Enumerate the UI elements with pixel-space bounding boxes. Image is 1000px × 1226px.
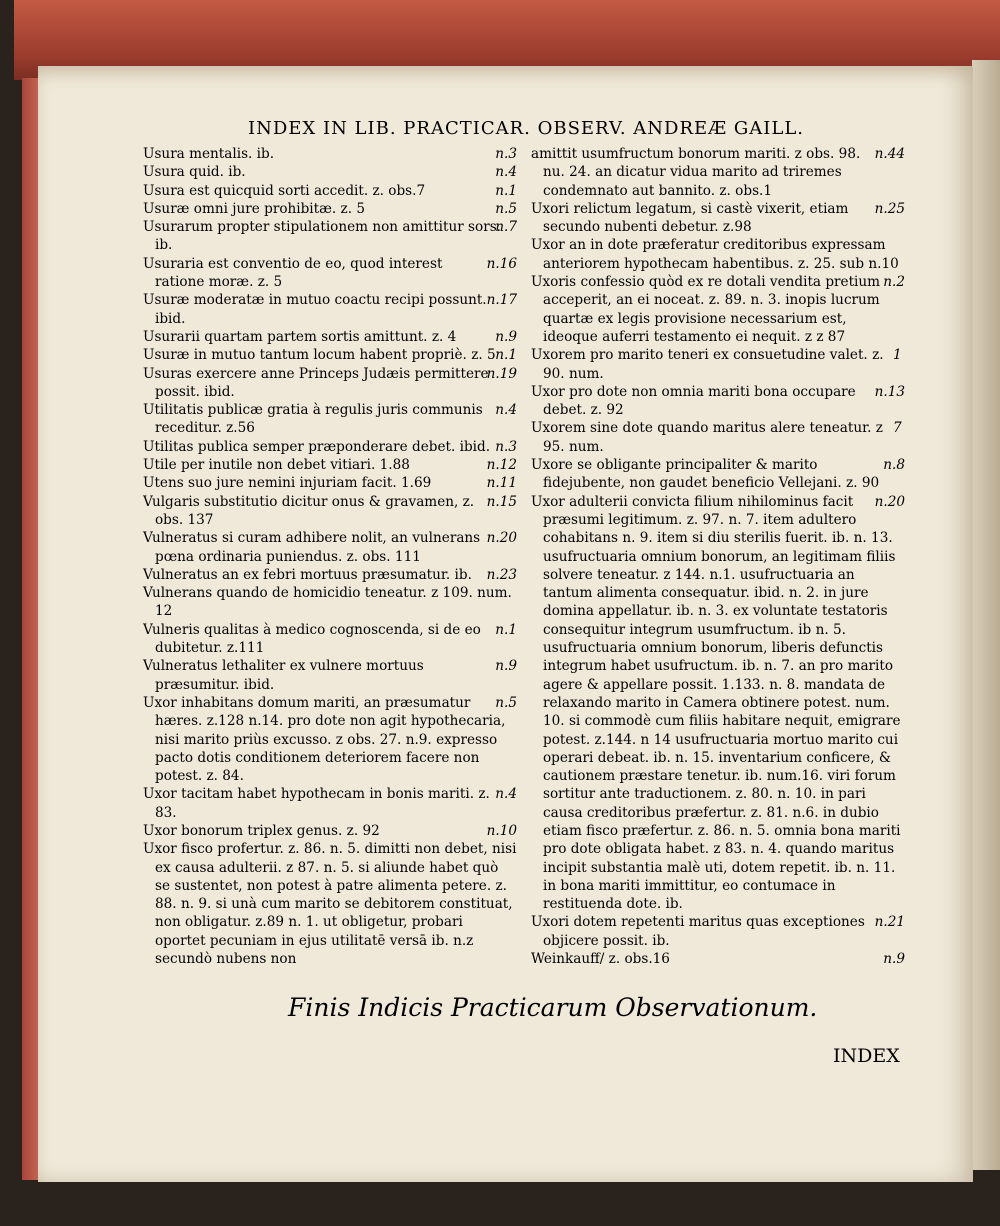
entry-number: n.9 bbox=[883, 951, 905, 968]
entry-number: n.7 bbox=[495, 219, 517, 236]
index-entry bbox=[531, 273, 905, 346]
entry-number: n.19 bbox=[486, 365, 517, 382]
entry-number: n.16 bbox=[486, 255, 517, 272]
entry-text: Vulneratus si curam adhibere nolit, an vulnerans pœna ordinaria puniendus. z. obs. 111 bbox=[143, 530, 481, 565]
index-entry bbox=[531, 145, 905, 200]
entry-number: n.1 bbox=[495, 621, 517, 638]
index-entry bbox=[143, 529, 517, 566]
entry-number: n.9 bbox=[495, 328, 517, 345]
entry-number: n.25 bbox=[874, 200, 905, 217]
entry-text: Vulneratus an ex febri mortuus præsumatur. ib. bbox=[143, 566, 472, 583]
entry-number: n.3 bbox=[495, 146, 517, 162]
entry-number: n.9 bbox=[495, 658, 517, 675]
entry-text: Usuraria est conventio de eo, quod interest ratione moræ. z. 5 bbox=[143, 255, 443, 291]
index-entry bbox=[143, 291, 517, 328]
index-entry bbox=[143, 493, 517, 530]
page-header: INDEX IN LIB. PRACTICAR. OBSERV. ANDREÆ GAILL. bbox=[248, 118, 804, 139]
entry-number: n.4 bbox=[495, 402, 517, 419]
entry-text: Usuræ omni jure prohibitæ. z. 5 bbox=[143, 200, 365, 217]
index-entry bbox=[143, 346, 517, 364]
entry-text: Uxor fisco profertur. z. 86. n. 5. dimitti non debet, nisi ex causa adulterii. z 87. n. 5. si aliunde habet quò se sustentet, non potest à patre alimenta petere. z. 88. n. 9. si unà cum marito se debitorem constituat, non obligatur. z.89 n. 1. ut obligetur, probari oportet pecuniam in ejus utilitatē versā ib. n.z secundò nubens non bbox=[143, 841, 517, 968]
entry-text: Uxoris confessio quòd ex re dotali vendita pretium acceperit, an ei noceat. z. 89. n. 3. inopis lucrum quartæ ex legis provisione necessarium est, ideoque auferri testamento ei nequit. z z 87 bbox=[531, 274, 881, 345]
entry-text: Uxore se obligante principaliter & marito fidejubente, non gaudet beneficio Vellejani. z. 90 bbox=[531, 457, 880, 492]
left-column bbox=[143, 145, 517, 968]
entry-number: n.20 bbox=[486, 530, 517, 547]
entry-number: n.17 bbox=[486, 292, 517, 309]
index-entry bbox=[531, 493, 905, 914]
entry-text: Vulneratus lethaliter ex vulnere mortuus præsumitur. ibid. bbox=[143, 658, 424, 693]
index-entry bbox=[531, 950, 905, 968]
entry-number: n.13 bbox=[874, 383, 905, 400]
entry-text: Uxorem pro marito teneri ex consuetudine valet. z. 90. num. bbox=[531, 347, 884, 382]
index-entry bbox=[143, 657, 517, 694]
entry-number: n.15 bbox=[486, 493, 517, 510]
entry-number: n.20 bbox=[874, 493, 905, 510]
index-entry bbox=[531, 346, 905, 383]
index-entry bbox=[143, 785, 517, 822]
entry-text: Vulgaris substitutio dicitur onus & gravamen, z. obs. 137 bbox=[143, 493, 475, 528]
entry-text: Uxor bonorum triplex genus. z. 92 bbox=[143, 822, 380, 839]
entry-text: Usuræ moderatæ in mutuo coactu recipi possunt. ibid. bbox=[143, 292, 487, 327]
index-entry bbox=[531, 913, 905, 950]
entry-text: Utilitatis publicæ gratia à regulis juris communis receditur. z.56 bbox=[143, 402, 483, 437]
entry-text: Uxor inhabitans domum mariti, an præsumatur hæres. z.128 n.14. pro dote non agit hypothecaria, nisi marito priùs excusso. z obs. 27. n.9. expresso pacto dotis conditionem deteriorem facere non potest. z. 84. bbox=[143, 694, 506, 785]
index-entry bbox=[531, 419, 905, 456]
entry-text: Uxori dotem repetenti maritus quas exceptiones objicere possit. ib. bbox=[531, 914, 865, 949]
entry-text: Uxorem sine dote quando maritus alere teneatur. z 95. num. bbox=[531, 420, 883, 455]
entry-number: n.3 bbox=[495, 438, 517, 455]
entry-text: Utile per inutile non debet vitiari. 1.88 bbox=[143, 457, 410, 474]
entry-number: n.8 bbox=[883, 457, 905, 474]
entry-number: n.4 bbox=[495, 164, 517, 181]
entry-number: n.5 bbox=[495, 200, 517, 217]
entry-text: Uxori relictum legatum, si castè vixerit, etiam secundo nubenti debetur. z.98 bbox=[531, 200, 849, 236]
entry-number: n.21 bbox=[874, 914, 905, 931]
index-entry bbox=[143, 255, 517, 292]
entry-number: n.5 bbox=[495, 694, 517, 711]
index-entry bbox=[531, 200, 905, 237]
entry-number: n.1 bbox=[495, 347, 517, 364]
entry-text: Uxor pro dote non omnia mariti bona occupare debet. z. 92 bbox=[531, 383, 856, 419]
index-entry bbox=[143, 200, 517, 218]
entry-text: Utilitas publica semper præponderare debet. ibid. bbox=[143, 438, 491, 455]
index-entry bbox=[143, 456, 517, 474]
entry-text: Uxor tacitam habet hypothecam in bonis mariti. z. 83. bbox=[143, 786, 490, 821]
index-entry bbox=[143, 566, 517, 584]
entry-text: Utens suo jure nemini injuriam facit. 1.69 bbox=[143, 475, 432, 492]
index-entry bbox=[143, 218, 517, 255]
entry-number: n.11 bbox=[486, 475, 517, 492]
index-entry bbox=[143, 840, 517, 968]
index-entry bbox=[143, 182, 517, 200]
entry-number: 7 bbox=[893, 420, 902, 437]
index-entry bbox=[143, 474, 517, 492]
index-entry bbox=[143, 145, 517, 163]
index-entry bbox=[143, 401, 517, 438]
next-page-edge bbox=[972, 60, 1000, 1170]
right-column bbox=[531, 145, 905, 968]
index-entry bbox=[531, 236, 905, 273]
index-entry bbox=[531, 456, 905, 493]
entry-text: Usura est quicquid sorti accedit. z. obs.7 bbox=[143, 182, 426, 199]
entry-number: n.12 bbox=[486, 457, 517, 474]
entry-number: n.4 bbox=[495, 786, 517, 803]
index-entry bbox=[531, 383, 905, 420]
index-entry bbox=[143, 365, 517, 402]
index-entry bbox=[143, 694, 517, 785]
index-entry bbox=[143, 163, 517, 181]
entry-text: Usurarii quartam partem sortis amittunt. z. 4 bbox=[143, 328, 457, 345]
entry-text: Usuræ in mutuo tantum locum habent propriè. z. 5 bbox=[143, 347, 496, 364]
index-entry bbox=[143, 328, 517, 346]
entry-number: n.44 bbox=[874, 146, 905, 162]
entry-number: 1 bbox=[893, 347, 902, 364]
entry-text: Vulneris qualitas à medico cognoscenda, si de eo dubitetur. z.111 bbox=[143, 621, 481, 657]
entry-text: Uxor an in dote præferatur creditoribus expressam anteriorem hypothecam habentibus. z. 25. sub n.10 bbox=[531, 237, 899, 272]
entry-text: Usura mentalis. ib. bbox=[143, 146, 275, 162]
entry-text: Vulnerans quando de homicidio teneatur. z 109. num. 12 bbox=[143, 585, 512, 620]
entry-text: Usurarum propter stipulationem non amittitur sors. ib. bbox=[143, 219, 501, 254]
entry-number: n.2 bbox=[883, 274, 905, 291]
closing-title: Finis Indicis Practicarum Observationum. bbox=[288, 993, 818, 1022]
entry-text: Uxor adulterii convicta filium nihilominus facit præsumi legitimum. z. 97. n. 7. item adultero cohabitans n. 9. item si diu sterilis fuerit. ib. n. 13. usufructuaria omnium bonorum, an legitimam filiis solvere teneatur. z 144. n.1. usufructuaria an tantum alimenta consequatur. ibid. n. 2. in jure domina appellatur. ib. n. 3. ex voluntate testatoris consequitur integrum usumfructum. ib n. 5. usufructuaria omnium bonorum, liberis defunctis integrum habet usufructum. ib. n. 7. an pro marito agere & appellare possit. 1.133. n. 8. mandata de relaxando marito in Camera obtinere potest. num. 10. si commodè cum filiis habitare nequit, emigrare potest. z.144. n 14 usufructuaria mortuo marito cui operari debeat. ib. n. 15. inventarium conficere, & cautionem præstare tenetur. ib. num.16. viri forum sortitur ante traductionem. z. 80. n. 10. in pari causa creditoribus præfertur. z. 81. n.6. in dubio etiam fisco præfertur. z. 86. n. 5. omnia bona mariti pro dote obligata habet. z 83. n. 4. quando maritus incipit substantia malè uti, dotem repetit. ib. n. 11. in bona mariti immittitur, eo contumace in restituenda dote. ib. bbox=[531, 493, 901, 913]
entry-text: Usuras exercere anne Princeps Judæis permittere possit. ibid. bbox=[143, 365, 489, 400]
index-entry bbox=[143, 438, 517, 456]
entry-number: n.23 bbox=[486, 566, 517, 583]
index-entry bbox=[143, 822, 517, 840]
entry-text: Weinkauff/ z. obs.16 bbox=[531, 951, 670, 968]
entry-number: n.1 bbox=[495, 182, 517, 199]
entry-number: n.10 bbox=[486, 822, 517, 839]
entry-text: Usura quid. ib. bbox=[143, 164, 246, 181]
index-entry bbox=[143, 621, 517, 658]
entry-text: amittit usumfructum bonorum mariti. z obs. 98. nu. 24. an dicatur vidua marito ad triremes condemnato aut bannito. z. obs.1 bbox=[531, 146, 861, 199]
index-entry bbox=[143, 584, 517, 621]
catchword: INDEX bbox=[833, 1045, 900, 1067]
